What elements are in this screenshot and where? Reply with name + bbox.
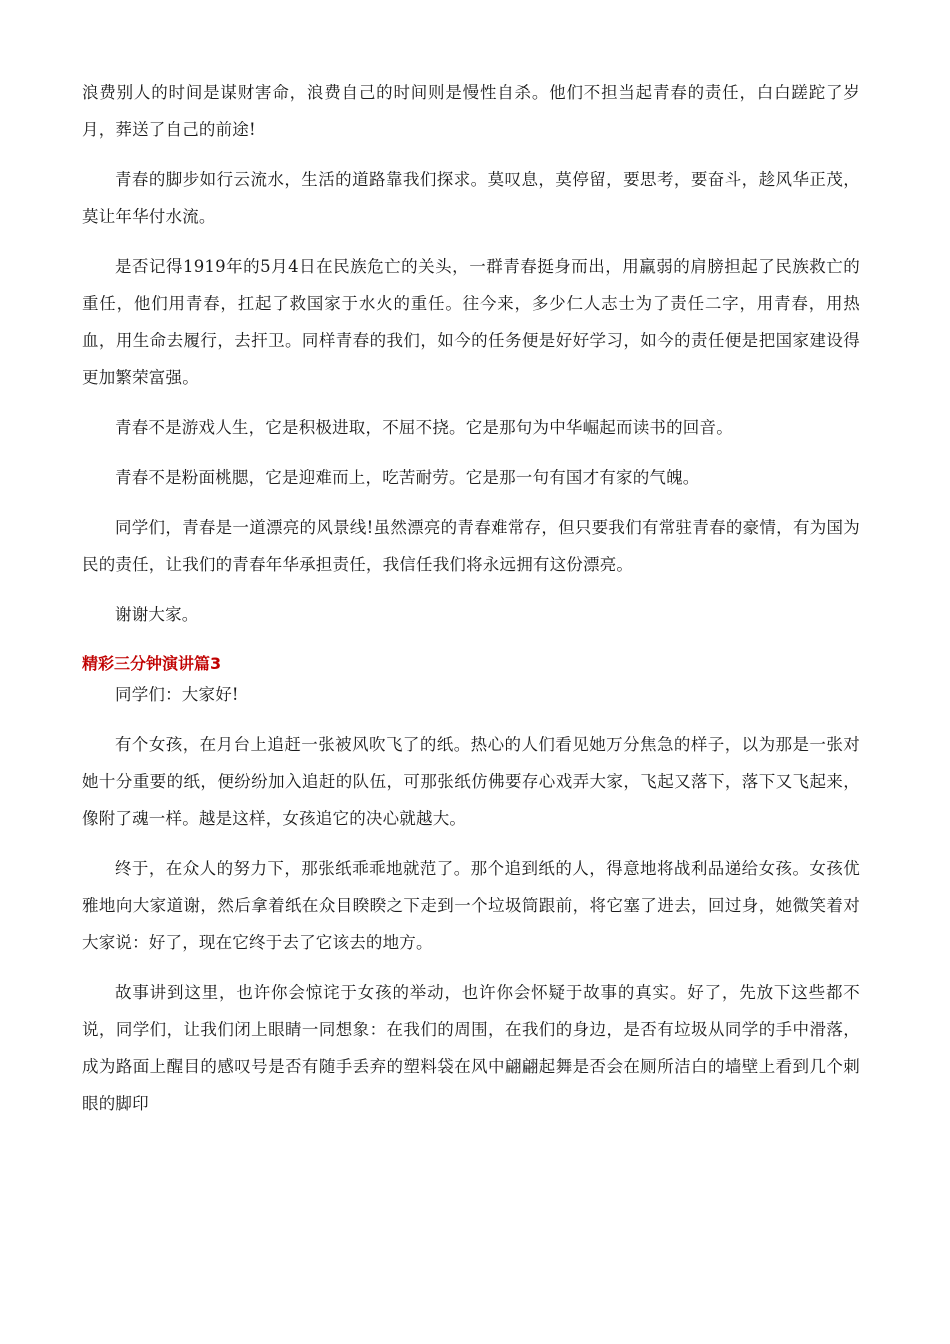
paragraph: 故事讲到这里，也许你会惊诧于女孩的举动，也许你会怀疑于故事的真实。好了，先放下这些都不说，同学们，让我们闭上眼睛一同想象：在我们的周围，在我们的身边，是否有垃圾从同学的手中滑落，成为路面上醒目的感叹号是否有随手丢弃的塑料袋在风中翩翩起舞是否会在厕所洁白的墙壁上看到几个刺眼的脚印	[82, 983, 860, 1113]
paragraph-gap	[82, 961, 860, 974]
paragraph-greeting: 同学们：大家好!	[115, 685, 239, 704]
paragraph: 终于，在众人的努力下，那张纸乖乖地就范了。那个追到纸的人，得意地将战利品递给女孩。女孩优雅地向大家道谢，然后拿着纸在众目睽睽之下走到一个垃圾筒跟前，将它塞了进去，回过身，她微笑着对大家说：好了，现在它终于去了它该去的地方。	[82, 859, 860, 952]
paragraph-gap	[82, 633, 860, 646]
paragraph-gap	[82, 396, 860, 409]
paragraph-gap	[82, 496, 860, 509]
paragraph-gap	[82, 713, 860, 726]
paragraph-gap	[82, 583, 860, 596]
document-page	[82, 74, 860, 1122]
paragraph-continued: 浪费别人的时间是谋财害命，浪费自己的时间则是慢性自杀。他们不担当起青春的责任，白白蹉跎了岁月，葬送了自己的前途!	[82, 83, 860, 139]
paragraph-gap	[82, 148, 860, 161]
paragraph: 有个女孩，在月台上追赶一张被风吹飞了的纸。热心的人们看见她万分焦急的样子，以为那是一张对她十分重要的纸，便纷纷加入追赶的队伍，可那张纸仿佛要存心戏弄大家，飞起又落下，落下又飞起来，像附了魂一样。越是这样，女孩追它的决心就越大。	[82, 735, 860, 828]
paragraph: 青春不是粉面桃腮，它是迎难而上，吃苦耐劳。它是那一句有国才有家的气魄。	[115, 468, 700, 487]
paragraph-gap	[82, 235, 860, 248]
paragraph: 是否记得1919年的5月4日在民族危亡的关头，一群青春挺身而出，用羸弱的肩膀担起了民族救亡的重任，他们用青春，扛起了救国家于水火的重任。往今来，多少仁人志士为了责任二字，用青春，用热血，用生命去履行，去扞卫。同样青春的我们，如今的任务便是好好学习，如今的责任便是把国家建设得更加繁荣富强。	[82, 257, 860, 387]
paragraph-gap	[82, 837, 860, 850]
section-heading: 精彩三分钟演讲篇3	[82, 654, 222, 673]
paragraph: 同学们，青春是一道漂亮的风景线!虽然漂亮的青春难常存，但只要我们有常驻青春的豪情，有为国为民的责任，让我们的青春年华承担责任，我信任我们将永远拥有这份漂亮。	[82, 518, 860, 574]
paragraph: 青春的脚步如行云流水，生活的道路靠我们探求。莫叹息，莫停留，要思考，要奋斗，趁风华正茂，莫让年华付水流。	[82, 170, 860, 226]
paragraph-gap	[82, 446, 860, 459]
paragraph-closing: 谢谢大家。	[115, 605, 199, 624]
paragraph: 青春不是游戏人生，它是积极进取，不屈不挠。它是那句为中华崛起而读书的回音。	[115, 418, 733, 437]
